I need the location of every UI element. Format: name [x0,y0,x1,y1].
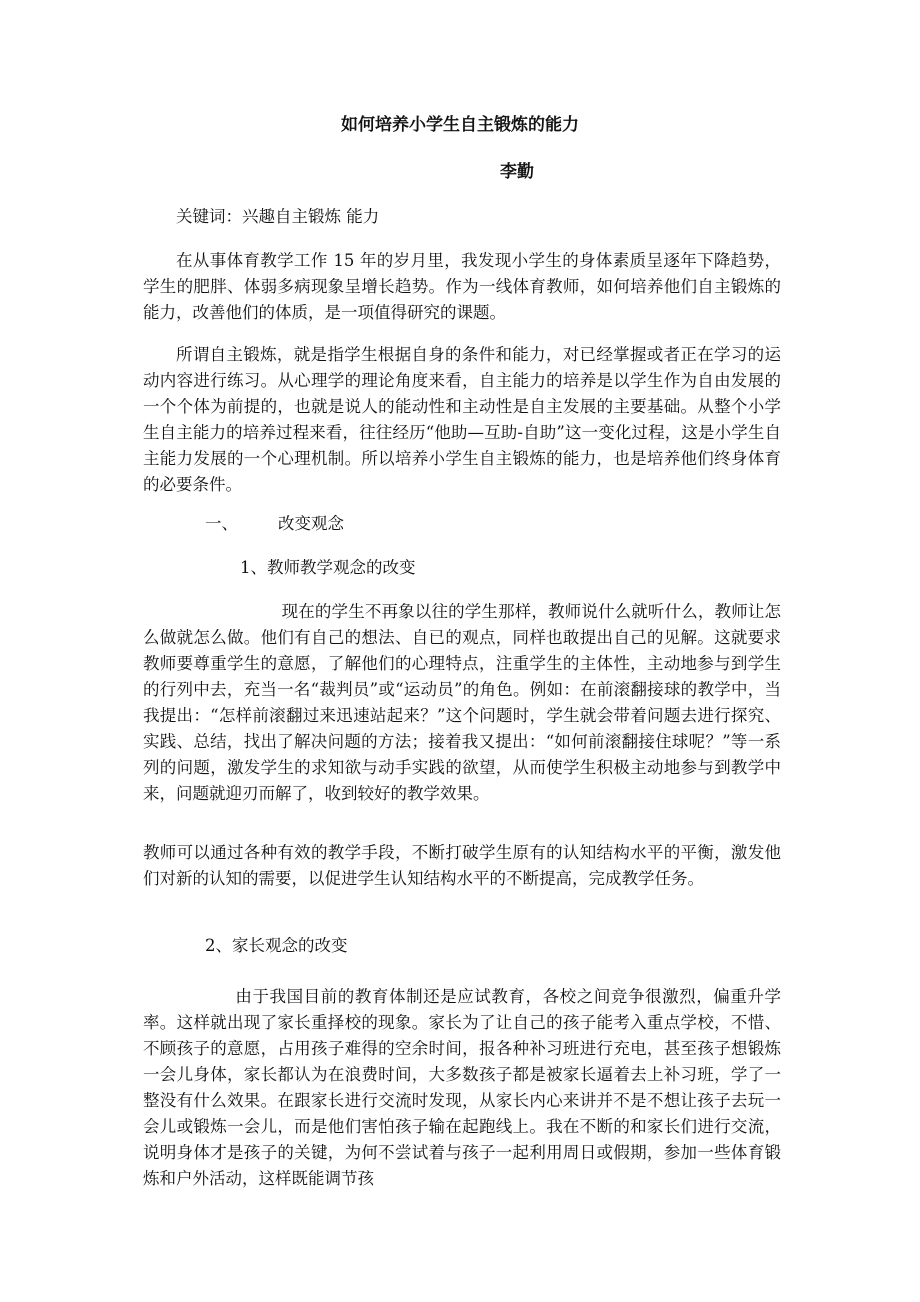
subheading-teacher: 1、教师教学观念的改变 [240,558,416,577]
keywords-line: 关键词：兴趣自主锻炼 能力 [176,207,380,226]
paragraph-teaching-means: 教师可以通过各种有效的教学手段，不断打破学生原有的认知结构水平的平衡，激发他们对新的认知的需要，以促进学生认知结构水平的不断提高，完成教学任务。 [143,843,781,888]
paragraph-intro: 在从事体育教学工作 15 年的岁月里，我发现小学生的身体素质呈逐年下降趋势，学生的肥胖、体弱多病现象呈增长趋势。作为一线体育教师，如何培养他们自主锻炼的能力，改善他们的体质，是一项值得研究的课题。 [143,251,781,322]
paragraph-teacher: 现在的学生不再象以往的学生那样，教师说什么就听什么，教师让怎么做就怎么做。他们有自己的想法、自已的观点，同样也敢提出自己的见解。这就要求教师要尊重学生的意愿，了解他们的心理特点，注重学生的主体性，主动地参与到学生的行列中去，充当一名“裁判员”或“运动员”的角色。例如：在前滚翻接球的教学中，当我提出：“怎样前滚翻过来迅速站起来？”这个问题时，学生就会带着问题去进行探究、实践、总结，找出了解决问题的方法；接着我又提出：“如何前滚翻接住球呢？”等一系列的问题，激发学生的求知欲与动手实践的欲望，从而使学生积极主动地参与到教学中来，问题就迎刃而解了，收到较好的教学效果。 [143,602,781,803]
document-author: 李勤 [500,162,534,182]
section-number: 一、 [205,514,238,533]
paragraph-definition: 所谓自主锻炼，就是指学生根据自身的条件和能力，对已经掌握或者正在学习的运动内容进行练习。从心理学的理论角度来看，自主能力的培养是以学生作为自由发展的一个个体为前提的，也就是说人的能动性和主动性是自主发展的主要基础。从整个小学生自主能力的培养过程来看，往往经历“他助—互助-自助”这一变化过程，这是小学生自主能力发展的一个心理机制。所以培养小学生自主锻炼的能力，也是培养他们终身体育的必要条件。 [143,345,781,494]
paragraph-parents: 由于我国目前的教育体制还是应试教育，各校之间竞争很激烈，偏重升学率。这样就出现了家长重择校的现象。家长为了让自己的孩子能考入重点学校，不惜、不顾孩子的意愿，占用孩子难得的空余时间，报各种补习班进行充电，甚至孩子想锻炼一会儿身体，家长都认为在浪费时间，大多数孩子都是被家长逼着去上补习班，学了一整没有什么效果。在跟家长进行交流时发现，从家长内心来讲并不是不想让孩子去玩一会儿或锻炼一会儿，而是他们害怕孩子输在起跑线上。我在不断的和家长们进行交流，说明身体才是孩子的关键，为何不尝试着与孩子一起利用周日或假期，参加一些体育锻炼和户外活动，这样既能调节孩 [143,987,781,1188]
document-title: 如何培养小学生自主锻炼的能力 [341,115,579,135]
section-heading-1 [205,511,344,537]
subheading-parents: 2、家长观念的改变 [205,936,348,955]
section-title: 改变观念 [278,514,344,533]
